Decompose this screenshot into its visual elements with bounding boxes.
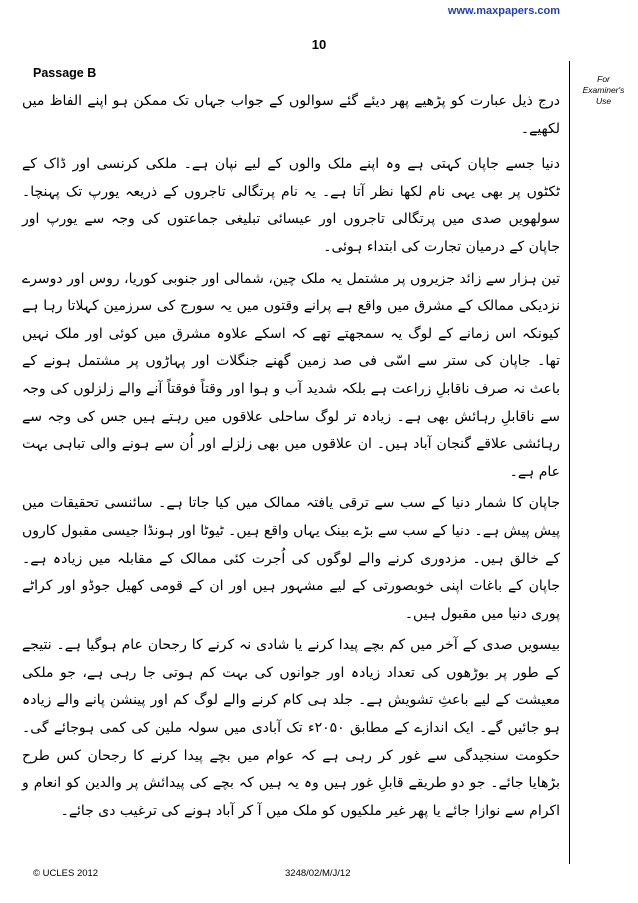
paragraph-3: جاپان کا شمار دنیا کے سب سے ترقی یافتہ ممالک میں کیا جاتا ہے۔ سائنسی تحقیقات میں پیش پیش ہے۔ دنیا کے سب سے بڑے بینک یہاں واقع ہیں۔ ٹیوٹا اور ہونڈا جیسی مقبول کاروں کے خالق ہیں۔ مزدوری کرنے والے لوگوں کی اُجرت کئی ممالک کے مقابلہ میں زیادہ ہے۔ جاپان کے باغات اپنی خوبصورتی کے لیے مشہور ہیں اور ان کے قومی کھیل جوڈو اور کراٹے پوری دنیا میں مقبول ہیں۔	[21, 495, 560, 622]
copyright-notice: © UCLES 2012	[33, 868, 99, 879]
paper-code: 3248/02/M/J/12	[285, 868, 351, 879]
paragraph-4: بیسویں صدی کے آخر میں کم بچے پیدا کرنے یا شادی نہ کرنے کا رجحان عام ہوگیا ہے۔ نتیجے کے طور پر بوڑھوں کی تعداد زیادہ اور جوانوں کی بہت کم ہوتی جا رہی ہے، جو ملکی معیشت کے لیے باعثِ تشویش ہے۔ جلد ہی کام کرنے والے لوگ کم اور پینشن پانے والے زیادہ ہو جائیں گے۔ ایک اندازے کے مطابق ۲۰۵۰ء تک آبادی میں سولہ ملین کی کمی ہوجائے گی۔ حکومت سنجیدگی سے غور کر رہی ہے کہ عوام میں بچے پیدا کرنے کا رجحان کس طرح بڑھایا جائے۔ جو دو طریقے قابلِ غور ہیں وہ یہ ہیں کہ بچے کی پیدائش پر والدین کو انعام و اکرام سے نوازا جائے یا پھر غیر ملکیوں کو ملک میں آ کر آباد ہونے کی ترغیب دی جائے۔	[22, 637, 560, 819]
examiner-label-line: For	[597, 74, 610, 84]
website-link[interactable]: www.maxpapers.com	[447, 5, 560, 17]
paragraph-2: تین ہزار سے زائد جزیروں پر مشتمل یہ ملک چین، شمالی اور جنوبی کوریا، روس اور دوسرے نزدیکی ممالک کے مشرق میں واقع ہے پرانے وقتوں میں یہ سورج کی سرزمین کہلاتا رہا ہے کیونکہ اس زمانے کے لوگ یہ سمجھتے تھے کہ اسکے علاوہ مشرق میں کوئی اور ملک نہیں تھا۔ جاپان کی ستر سے اسّی فی صد زمین گھنے جنگلات اور پہاڑوں پر مشتمل ہونے کے باعث نہ صرف ناقابلِ زراعت ہے بلکہ شدید آب و ہوا اور وقتاً فوقتاً آنے والے زلزلوں کی وجہ سے ناقابلِ رہائش بھی ہے۔ زیادہ تر لوگ ساحلی علاقوں میں رہتے ہیں جس کی وجہ سے رہائشی علاقے گنجان آباد ہیں۔ ان علاقوں میں بھی زلزلے اور اُن سے ہونے والی تباہی بہت عام ہے۔	[22, 270, 560, 480]
examiner-label-line: Use	[595, 96, 612, 106]
examiner-use-margin	[569, 61, 638, 864]
passage-body	[22, 88, 560, 829]
examiner-use-label	[569, 74, 638, 107]
paragraph-1: دنیا جسے جاپان کہتی ہے وہ اپنے ملک والوں کے لیے نپان ہے۔ ملکی کرنسی اور ڈاک کے ٹکٹوں پر بھی یہی نام لکھا نظر آتا ہے۔ یہ نام پرتگالی تاجروں کے ذریعہ یورپ تک پہنچا۔ سولھویں صدی میں پرتگالی تاجروں اور عیسائی تبلیغی جماعتوں کی وجہ سے یورپ اور جاپان کے درمیان تجارت کی ابتداء ہوئی۔	[22, 156, 560, 255]
passage-label: Passage B	[33, 66, 97, 80]
page-number: 10	[311, 37, 327, 52]
instruction-text: درج ذیل عبارت کو پڑھیے پھر دیئے گئے سوالوں کے جواب جہاں تک ممکن ہو اپنے الفاظ میں لکھیے۔	[22, 93, 560, 137]
examiner-label-line: Examiner's	[582, 85, 625, 95]
